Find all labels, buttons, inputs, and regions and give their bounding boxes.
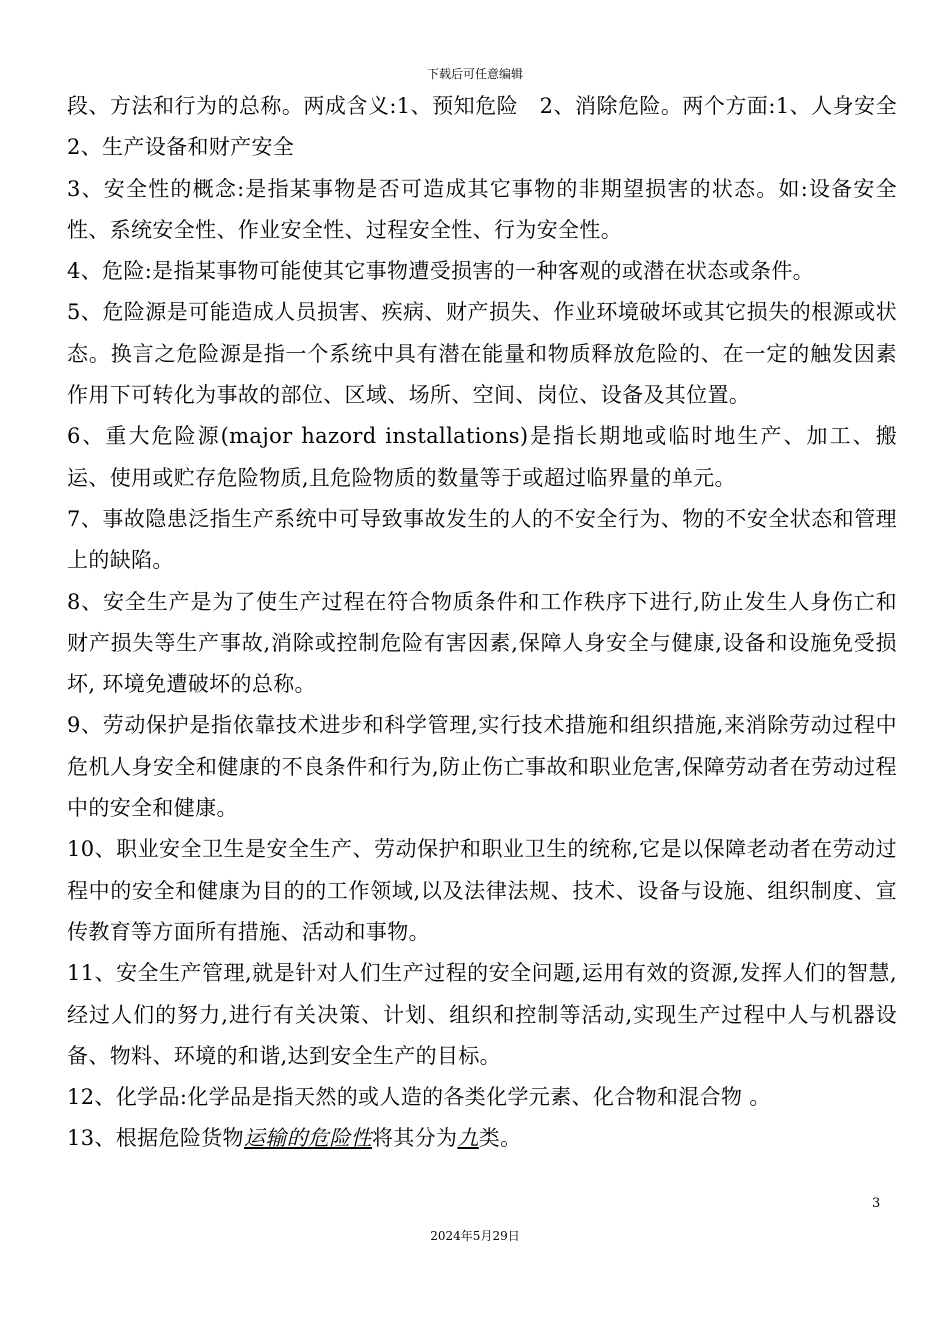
- paragraph-13-dangerous-goods: [67, 1118, 897, 1159]
- paragraph-3-safety-concept: 3、安全性的概念:是指某事物是否可造成其它事物的非期望损害的状态。如:设备安全性、系统安全性、作业安全性、过程安全性、行为安全性。: [67, 176, 897, 242]
- paragraph-8-safe-production: 8、安全生产是为了使生产过程在符合物质条件和工作秩序下进行,防止发生人身伤亡和财产损失等生产事故,消除或控制危险有害因素,保障人身安全与健康,设备和设施免受损坏, 环境免遭破坏的总称。: [67, 589, 897, 697]
- paragraph-9-labor-protection: 9、劳动保护是指依靠技术进步和科学管理,实行技术措施和组织措施,来消除劳动过程中危机人身安全和健康的不良条件和行为,防止伤亡事故和职业危害,保障劳动者在劳动过程中的安全和健康。: [67, 713, 897, 821]
- paragraph-11-safety-management: 11、安全生产管理,就是针对人们生产过程的安全问题,运用有效的资源,发挥人们的智慧,经过人们的努力,进行有关决策、计划、组织和控制等活动,实现生产过程中人与机器设备、物料、环境的和谐,达到安全生产的目标。: [67, 961, 897, 1068]
- paragraph-5-hazard-source: 5、危险源是可能造成人员损害、疾病、财产损失、作业环境破坏或其它损失的根源或状态。换言之危险源是指一个系统中具有潜在能量和物质释放危险的、在一定的触发因素作用下可转化为事故的部位、区域、场所、空间、岗位、设备及其位置。: [67, 300, 897, 408]
- footer-date: 2024年5月29日: [430, 1229, 520, 1243]
- paragraph-continuation: 段、方法和行为的总称。两成含义:1、预知危险 2、消除危险。两个方面:1、人身安全 2、生产设备和财产安全: [67, 94, 926, 160]
- paragraph-4-danger: 4、危险:是指某事物可能使其它事物遭受损害的一种客观的或潜在状态或条件。: [67, 259, 815, 284]
- header-note: 下载后可任意编辑: [426, 67, 523, 81]
- page-number: 3: [872, 1196, 881, 1211]
- paragraph-13-emphasis-transport: 运输的危险性: [243, 1126, 372, 1151]
- paragraph-6-major-hazard: 6、重大危险源(major hazord installations)是指长期地或临时地生产、加工、搬运、使用或贮存危险物质,且危险物质的数量等于或超过临界量的单元。: [67, 424, 897, 490]
- paragraph-13-emphasis-nine: 九: [457, 1126, 479, 1151]
- paragraph-12-chemicals: 12、化学品:化学品是指天然的或人造的各类化学元素、化合物和混合物 。: [67, 1085, 771, 1110]
- document-body: [67, 86, 926, 1160]
- paragraph-7-accident-hazard: 7、事故隐患泛指生产系统中可导致事故发生的人的不安全行为、物的不安全状态和管理上的缺陷。: [67, 506, 897, 573]
- paragraph-10-occupational-safety: 10、职业安全卫生是安全生产、劳动保护和职业卫生的统称,它是以保障老动者在劳动过程中的安全和健康为目的的工作领域,以及法律法规、技术、设备与设施、组织制度、宣传教育等方面所有措施、活动和事物。: [67, 837, 897, 944]
- paragraph-13-middle: 将其分为: [371, 1126, 458, 1151]
- paragraph-13-suffix: 类。: [478, 1126, 522, 1151]
- paragraph-13-prefix: 13、根据危险货物: [67, 1126, 244, 1151]
